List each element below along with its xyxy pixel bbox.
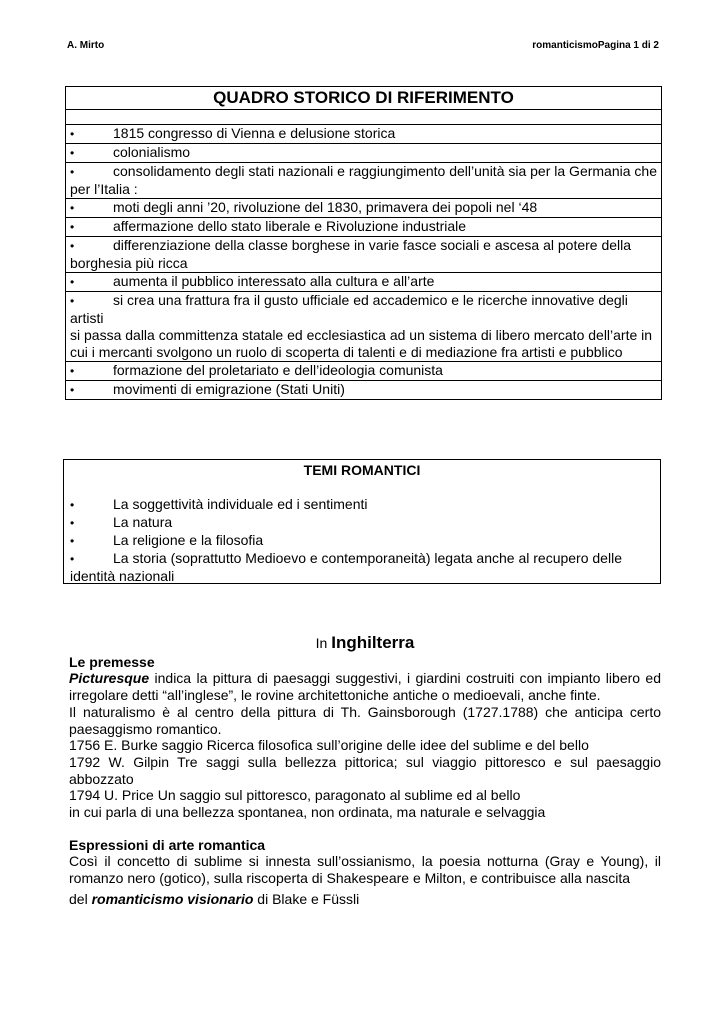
bullet-icon: •: [70, 165, 75, 179]
row-text: 1815 congresso di Vienna e delusione storica: [113, 125, 396, 141]
bullet-icon: •: [70, 498, 75, 512]
row-text: formazione del proletariato e dell’ideologia comunista: [113, 362, 443, 378]
row-text: consolidamento degli stati nazionali e raggiungimento dell’unità sia per la Germania che per l’Italia :: [70, 163, 657, 197]
list-item-text: La storia (soprattutto Medioevo e contemporaneità) legata anche al recupero delle identità nazionali: [70, 550, 622, 584]
table-row: [66, 218, 661, 237]
espressioni-paragraph: Così il concetto di sublime si innesta sull’ossianismo, la poesia notturna (Gray e Young), il romanzo nero (gotico), sulla riscoperta di Shakespeare e Milton, e contribuisce alla nascita: [69, 853, 661, 887]
bullet-icon: •: [70, 127, 75, 141]
list-item-text: La religione e la filosofia: [113, 532, 264, 548]
table-row: [66, 144, 661, 163]
bullet-icon: •: [70, 220, 75, 234]
row-text: movimenti di emigrazione (Stati Uniti): [113, 381, 345, 397]
header-page-info: romanticismoPagina 1 di 2: [532, 40, 659, 51]
table-row: [66, 362, 661, 381]
row-text: si crea una frattura fra il gusto ufficiale ed accademico e le ricerche innovative degli artisti: [70, 292, 628, 326]
bullet-icon: •: [70, 383, 75, 397]
table-row: [66, 381, 661, 399]
england-section: [69, 635, 661, 908]
list-item: [70, 550, 654, 585]
list-item-text: La natura: [113, 514, 173, 530]
gilpin-line: 1792 W. Gilpin Tre saggi sulla bellezza pittorica; sul viaggio pittoresco e sul paesaggio abbozzato: [69, 753, 661, 787]
bullet-icon: •: [70, 239, 75, 253]
list-item: [70, 532, 654, 550]
row-text: differenziazione della classe borghese in varie fasce sociali e ascesa al potere della borghesia più ricca: [70, 237, 632, 271]
table-row: [66, 199, 661, 218]
row-text: moti degli anni ’20, rivoluzione del 1830, primavera dei popoli nel ‘48: [113, 199, 538, 215]
visionario-term: romanticismo visionario: [91, 890, 254, 907]
list-item: [70, 496, 654, 514]
picturesque-text: indica la pittura di paesaggi suggestivi, i giardini costruiti con impianto libero ed irregolare detti “all’inglese”, le rovine architettoniche antiche o medioevali, anche finte.: [69, 670, 661, 704]
row-text: affermazione dello stato liberale e Rivoluzione industriale: [113, 218, 467, 234]
bullet-icon: •: [70, 552, 75, 566]
empty-row: [66, 110, 661, 125]
premesse-title: Le premesse: [69, 653, 155, 670]
table-row: [66, 273, 661, 292]
bullet-icon: •: [70, 534, 75, 548]
table-row: [66, 237, 661, 273]
text-rest: di Blake e Füssli: [253, 890, 360, 907]
heading-title: Inghilterra: [331, 633, 415, 652]
heading-prefix: In: [315, 635, 328, 651]
list-item-text: La soggettività individuale ed i sentimenti: [113, 496, 368, 512]
espressioni-title: Espressioni di arte romantica: [69, 836, 266, 853]
price-line-2: in cui parla di una bellezza spontanea, non ordinata, ma naturale e selvaggia: [69, 804, 546, 821]
historical-framework-table: [65, 86, 662, 400]
bullet-icon: •: [70, 364, 75, 378]
naturalismo-paragraph: Il naturalismo è al centro della pittura di Th. Gainsborough (1727.1788) che anticipa certo paesaggismo romantico.: [69, 703, 661, 737]
table-row: [66, 292, 661, 362]
table-row: [66, 163, 661, 199]
row-text-continued: si passa dalla committenza statale ed ecclesiastica ad un sistema di libero mercato dell’arte in cui i mercanti svolgono un ruolo di scoperta di talenti e di mediazione fra artisti e pubblico: [70, 327, 653, 360]
bullet-icon: •: [70, 146, 75, 160]
text-del: del: [69, 890, 92, 907]
table-title: QUADRO STORICO DI RIFERIMENTO: [66, 87, 661, 110]
header-author: A. Mirto: [67, 40, 105, 51]
table-row: [66, 125, 661, 144]
section-heading: [69, 635, 661, 652]
list-item: [70, 514, 654, 532]
romantic-themes-box: [63, 459, 661, 584]
row-text: aumenta il pubblico interessato alla cultura e all’arte: [113, 273, 435, 289]
picturesque-term: Picturesque: [69, 670, 150, 687]
burke-line: 1756 E. Burke saggio Ricerca filosofica sull’origine delle idee del sublime e del bello: [69, 737, 589, 754]
bullet-icon: •: [70, 516, 75, 530]
picturesque-paragraph: [69, 670, 661, 703]
visionario-line: [69, 891, 661, 908]
themes-title: TEMI ROMANTICI: [303, 462, 421, 478]
bullet-icon: •: [70, 201, 75, 215]
bullet-icon: •: [70, 294, 75, 308]
row-text: colonialismo: [113, 144, 191, 160]
price-line: 1794 U. Price Un saggio sul pittoresco, paragonato al sublime ed al bello: [69, 787, 521, 804]
bullet-icon: •: [70, 275, 75, 289]
